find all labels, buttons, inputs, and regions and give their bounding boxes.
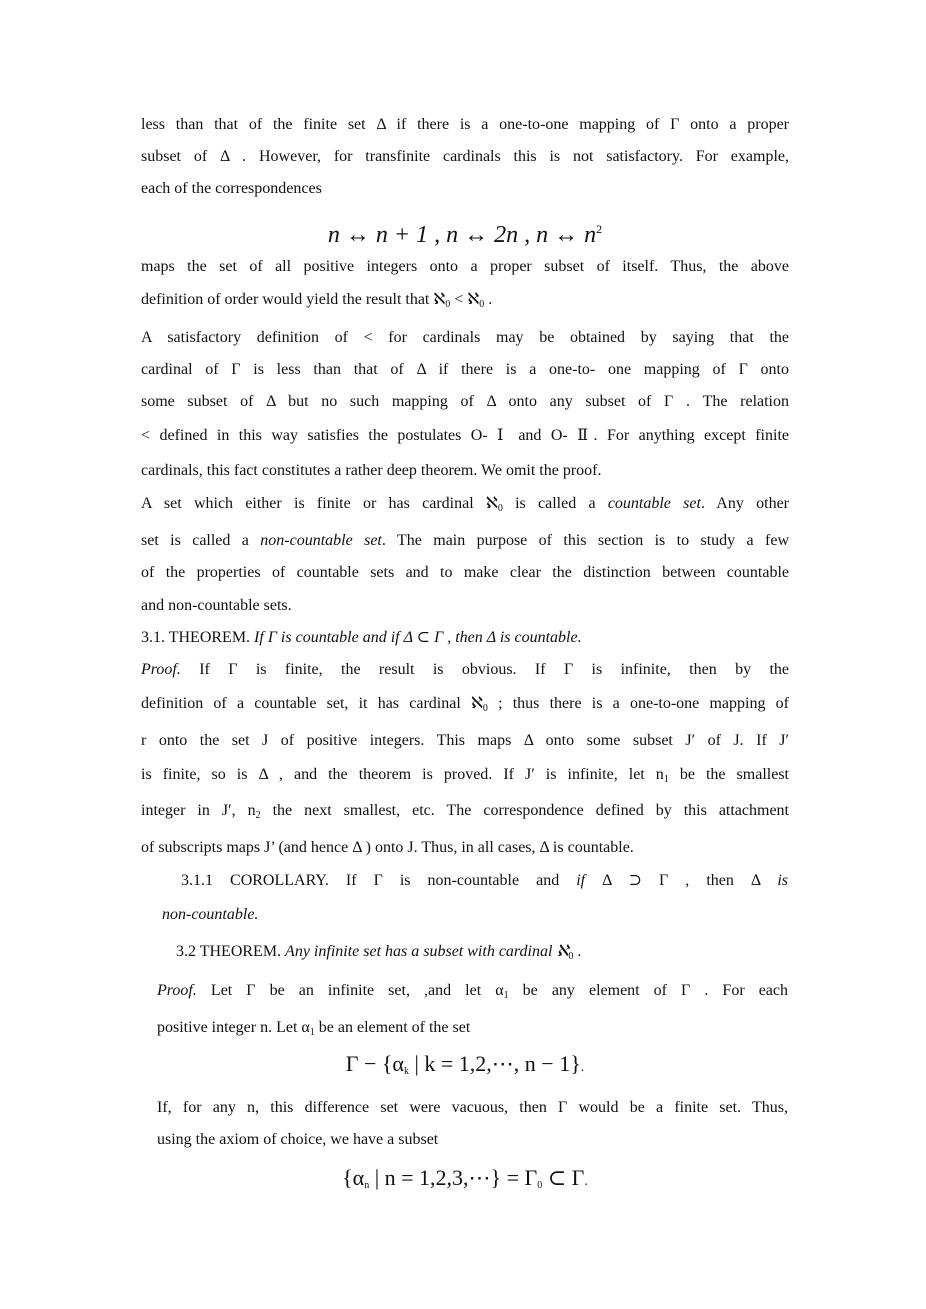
text-line: A satisfactory definition of < for cardinals may be obtained by saying that the <box>141 329 789 346</box>
equation-correspondences: n ↔ n + 1 , n ↔ 2n , n ↔ $n^2$ <box>327 222 603 248</box>
text-line: and non-countable sets. <box>141 597 292 614</box>
text-line: A set which either is finite or has cardinal ℵ$_0$ is called a countable set. Any other <box>141 495 789 514</box>
text-line: less than that of the finite set Δ if there is a one-to-one mapping of Γ onto a proper <box>141 116 789 133</box>
text-line: definition of a countable set, it has cardinal ℵ$_0$ ; thus there is a one-to-one mapping of <box>141 695 789 714</box>
text-line: is finite, so is Δ , and the theorem is proved. If J′ is infinite, let $n_1$ be the smallest <box>141 766 789 785</box>
text-line: r onto the set J of positive integers. This maps Δ onto some subset J′ of J. If J′ <box>141 732 789 749</box>
text-line: cardinal of Γ is less than that of Δ if there is a one-to- one mapping of Γ onto <box>141 361 789 378</box>
text-line: Proof. Let Γ be an infinite set, ,and let $\alpha_1$ be any element of Γ . For each <box>157 982 789 1001</box>
text-line: some subset of Δ but no such mapping of Δ onto any subset of Γ . The relation <box>141 393 789 410</box>
text-line: Proof. If Γ is finite, the result is obvious. If Γ is infinite, then by the <box>141 661 789 678</box>
text-line: definition of order would yield the result that ℵ$_0$ < ℵ$_0$ . <box>141 291 493 310</box>
text-line: of the properties of countable sets and to make clear the distinction between countable <box>141 564 789 581</box>
text-line: If, for any n, this difference set were vacuous, then Γ would be a finite set. Thus, <box>157 1099 788 1116</box>
text-line: < defined in this way satisfies the postulates O- Ⅰ and O- Ⅱ. For anything except finite <box>141 427 789 444</box>
text-line: each of the correspondences <box>141 180 322 197</box>
text-line: of subscripts maps J’ (and hence Δ ) onto J. Thus, in all cases, Δ is countable. <box>141 839 634 856</box>
text-line: non-countable. <box>162 906 259 923</box>
text-line: subset of Δ . However, for transfinite cardinals this is not satisfactory. For example, <box>141 148 789 165</box>
corollary-3-1-1: 3.1.1 COROLLARY. If Γ is non-countable and if Δ ⊃ Γ , then Δ is <box>181 872 789 889</box>
text-line: positive integer n. Let $\alpha_1$ be an element of the set <box>157 1019 471 1038</box>
text-line: cardinals, this fact constitutes a rather deep theorem. We omit the proof. <box>141 462 602 479</box>
equation-difference-set: $\Gamma - \{\alpha_k$ | k = 1,2,⋯, n − 1}. <box>345 1051 585 1077</box>
equation-sequence-subset: {$\alpha_n$ | n = 1,2,3,⋯} = $\Gamma_0$ ⊂ Γ. <box>342 1165 588 1191</box>
theorem-3-1: 3.1. THEOREM. If Γ is countable and if Δ ⊂ Γ , then Δ is countable. <box>141 629 582 646</box>
text-line: using the axiom of choice, we have a subset <box>157 1131 439 1148</box>
text-line: maps the set of all positive integers onto a proper subset of itself. Thus, the above <box>141 258 789 275</box>
text-line: integer in J′, $n_2$ the next smallest, etc. The correspondence defined by this attachment <box>141 802 790 821</box>
theorem-3-2: 3.2 THEOREM. Any infinite set has a subset with cardinal ℵ$_0$ . <box>176 943 582 962</box>
text-line: set is called a non-countable set. The main purpose of this section is to study a few <box>141 532 790 549</box>
